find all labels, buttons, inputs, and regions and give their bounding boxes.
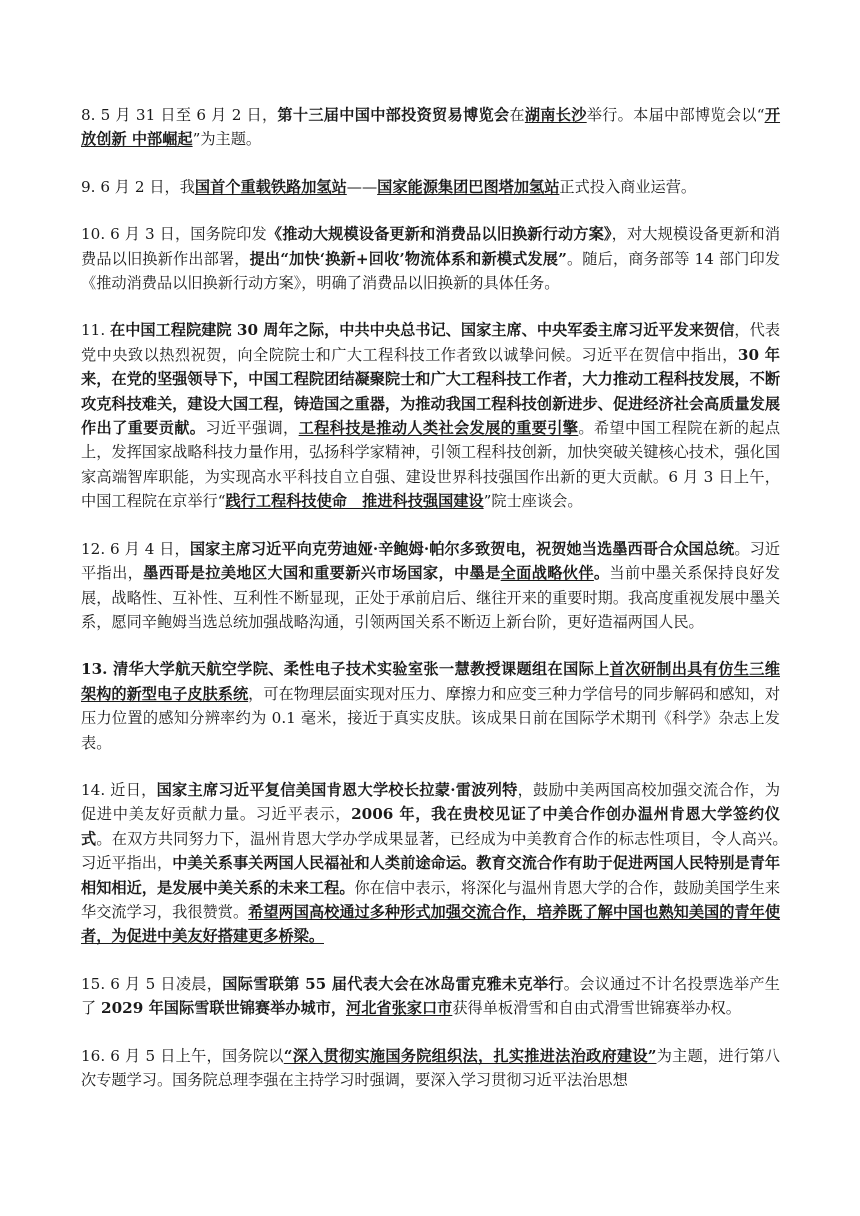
body-text: 你在信中表示，将深化与温州肯恩大学的合作，鼓励美国学生来华交流学习，我很赞赏。 xyxy=(81,878,781,921)
body-text: 获得单板滑雪和自由式滑雪世锦赛举办权。 xyxy=(452,999,741,1018)
news-item-11 xyxy=(81,318,780,513)
body-text: ，可在物理层面实现对压力、摩擦力和应变三种力学信号的同步解码和感知，对压力位置的感知分辨率约为 0.1 毫米，接近于真实皮肤。该成果日前在国际学术期刊《科学》杂志上发表。 xyxy=(81,684,781,752)
body-text: 。希望中国工程院在新的起点上，发挥国家战略科技力量作用，弘扬科学家精神，引领工程科技创新，加快突破关键核心技术，强化国家高端智库职能，为实现高水平科技自立自强、建设世界科技强国作出新的更大贡献。6 月 3 日上午，中国工程院在京举行“ xyxy=(81,419,781,511)
body-text: 举行。本届中部博览会以“ xyxy=(586,106,765,124)
key-point-underlined: 国首个重载铁路加氢站 xyxy=(194,177,347,196)
key-point: 国际雪联第 55 届代表大会在冰岛雷克雅未克举行 xyxy=(222,974,564,993)
body-text: 12. 6 月 4 日， xyxy=(81,539,190,558)
news-item-13 xyxy=(81,657,780,755)
body-text: ，鼓励中美两国高校加强交流合作，为促进中美友好贡献力量。习近平表示， xyxy=(81,780,781,824)
body-text: 9. 6 月 2 日，我 xyxy=(81,177,195,196)
key-point-underlined: 践行工程科技使命 推进科技强国建设 xyxy=(225,492,484,511)
body-text: 。在双方共同努力下，温州肯恩大学办学成果显著，已经成为中美教育合作的标志性项目，令人高兴。 习近平指出， xyxy=(81,829,796,873)
body-text: 15. 6 月 5 日凌晨， xyxy=(81,974,223,993)
body-text: 。会议通过不计名投票选举产生了 xyxy=(81,974,780,1018)
key-point-underlined: 希望两国高校通过多种形式加强交流合作，培养既了解中国也熟知美国的青年使者，为促进中美友好搭建更多桥梁。 xyxy=(81,902,781,946)
key-point-underlined: 开放创新 中部崛起 xyxy=(81,106,781,149)
body-text: 在 xyxy=(509,106,525,124)
document-body xyxy=(81,103,796,1092)
key-point: 2029 年国际雪联世锦赛举办城市， xyxy=(101,999,347,1018)
body-text: 16. 6 月 5 日上午，国务院以 xyxy=(81,1046,284,1065)
news-item-10 xyxy=(81,222,780,295)
key-point: 提出“加快‘换新+回收’物流体系和新模式发展” xyxy=(249,249,567,268)
news-item-9 xyxy=(81,175,780,199)
body-text: 11. xyxy=(81,321,110,340)
body-text: 14. 近日， xyxy=(81,780,157,799)
body-text: ，代表党中央致以热烈祝贺，向全院院士和广大工程科技工作者致以诚挚问候。习近平在贺信中指出， xyxy=(81,321,781,364)
body-text: 8. 5 月 31 日至 6 月 2 日， xyxy=(81,106,278,124)
body-text: 。随后，商务部等 14 部门印发《推动消费品以旧换新行动方案》，明确了消费品以旧换新的具体任务。 xyxy=(81,249,781,293)
key-point: 在中国工程院建院 30 周年之际，中共中央总书记、国家主席、中央军委主席习近平发来贺信 xyxy=(110,321,735,340)
key-point-underlined: “深入贯彻实施国务院组织法，扎实推进法治政府建设” xyxy=(283,1046,657,1065)
key-point: 2006 年，我在贵校见证了中美合作创办温州肯恩大学签约仪式 xyxy=(81,805,780,848)
key-point: 第十三届中国中部投资贸易博览会 xyxy=(277,106,510,124)
key-point: 中美关系事关两国人民福祉和人类前途命运。教育交流合作有助于促进两国人民特别是青年相知相近，是发展中美关系的未来工程。 xyxy=(81,854,781,897)
body-text: 当前中墨关系保持良好发展，战略性、互补性、互利性不断显现，正处于承前启后、继往开来的重要时期。我高度重视发展中墨关系，愿同辛鲍姆当选总统加强战略沟通，引领两国关系不断迈上新台阶，更好造福两国人民。 xyxy=(81,564,781,631)
body-text: ，对大规模设备更新和消费品以旧换新作出部署， xyxy=(81,225,781,268)
key-point: 。 xyxy=(593,564,610,583)
key-point: 13. 清华大学航天航空学院、柔性电子技术实验室张一慧教授课题组在国际上 xyxy=(81,660,610,679)
key-point: 国家主席习近平复信美国肯恩大学校长拉蒙·雷波列特 xyxy=(156,780,518,799)
key-point: 国家主席习近平向克劳迪娅·辛鲍姆·帕尔多致贺电，祝贺她当选墨西哥合众国总统 xyxy=(189,539,735,558)
news-item-8 xyxy=(81,103,780,152)
news-item-15 xyxy=(81,972,780,1021)
news-item-16 xyxy=(81,1044,780,1093)
key-point-underlined: 首次研制出具有仿生三维架构的新型电子皮肤系统 xyxy=(81,660,780,703)
news-item-14 xyxy=(81,778,796,949)
body-text: 10. 6 月 3 日，国务院印发 xyxy=(81,225,267,244)
body-text: 正式投入商业运营。 xyxy=(559,177,697,196)
key-point: 30 年来，在党的坚强领导下，中国工程院团结凝聚院士和广大工程科技工作者，大力推动工程科技发展，不断攻克科技难关，建设大国工程，铸造国之重器，为推动我国工程科技创新进步、促进经济社会高质量发展作出了重要贡献。 xyxy=(81,345,780,438)
key-point-underlined: 国家能源集团巴图塔加氢站 xyxy=(377,177,560,196)
news-item-12 xyxy=(81,537,780,635)
body-text: ”院士座谈会。 xyxy=(483,492,583,511)
body-text: —— xyxy=(346,177,378,196)
body-text: ”为主题。 xyxy=(192,130,262,149)
key-point: 《推动大规模设备更新和消费品以旧换新行动方案》 xyxy=(266,225,612,244)
key-point-underlined: 全面战略伙伴 xyxy=(500,564,594,583)
body-text: 为主题，进行第八次专题学习。国务院总理李强在主持学习时强调，要深入学习贯彻习近平法治思想 xyxy=(81,1046,780,1089)
key-point: 墨西哥是拉美地区大国和重要新兴市场国家，中墨是 xyxy=(143,564,501,583)
key-point-underlined: 工程科技是推动人类社会发展的重要引擎 xyxy=(298,419,579,438)
body-text: 。习近平指出， xyxy=(81,539,781,583)
body-text: 习近平强调， xyxy=(205,419,299,438)
key-point-underlined: 河北省张家口市 xyxy=(346,999,453,1018)
key-point-underlined: 湖南长沙 xyxy=(524,106,587,124)
